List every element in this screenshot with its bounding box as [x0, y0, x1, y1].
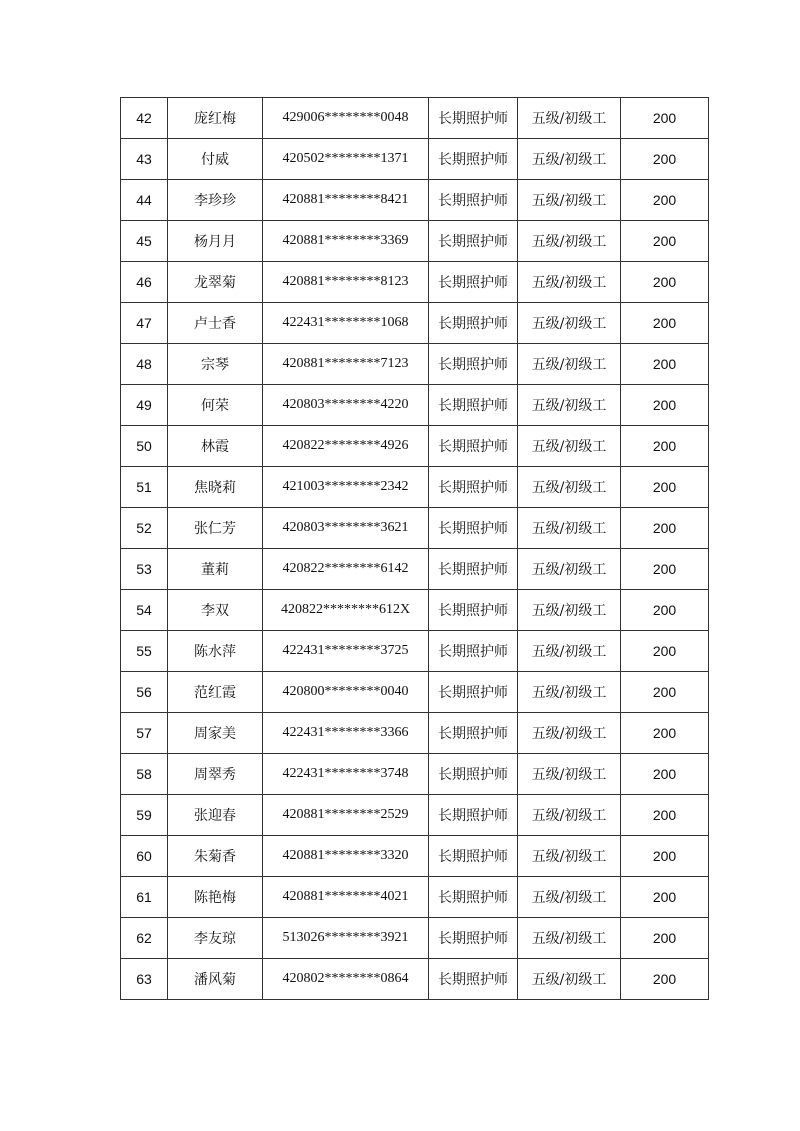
id-number-cell: 422431********3366 [263, 713, 429, 754]
roster-table-body [121, 98, 709, 1000]
amount-cell: 200 [621, 508, 709, 549]
person-name-cell: 周家美 [168, 713, 263, 754]
skill-level-cell: 五级/初级工 [518, 344, 621, 385]
amount-cell: 200 [621, 672, 709, 713]
row-number-cell: 43 [121, 139, 168, 180]
occupation-cell: 长期照护师 [429, 426, 518, 467]
skill-level-cell: 五级/初级工 [518, 467, 621, 508]
person-name-cell: 龙翠菊 [168, 262, 263, 303]
row-number-cell: 56 [121, 672, 168, 713]
row-number-cell: 55 [121, 631, 168, 672]
row-number-cell: 61 [121, 877, 168, 918]
amount-cell: 200 [621, 98, 709, 139]
skill-level-cell: 五级/初级工 [518, 918, 621, 959]
occupation-cell: 长期照护师 [429, 836, 518, 877]
id-number-cell: 422431********1068 [263, 303, 429, 344]
table-row [121, 467, 709, 508]
skill-level-cell: 五级/初级工 [518, 795, 621, 836]
id-number-cell: 420800********0040 [263, 672, 429, 713]
skill-level-cell: 五级/初级工 [518, 631, 621, 672]
amount-cell: 200 [621, 918, 709, 959]
skill-level-cell: 五级/初级工 [518, 959, 621, 1000]
amount-cell: 200 [621, 303, 709, 344]
id-number-cell: 420881********2529 [263, 795, 429, 836]
amount-cell: 200 [621, 754, 709, 795]
id-number-cell: 429006********0048 [263, 98, 429, 139]
occupation-cell: 长期照护师 [429, 139, 518, 180]
skill-level-cell: 五级/初级工 [518, 549, 621, 590]
amount-cell: 200 [621, 262, 709, 303]
skill-level-cell: 五级/初级工 [518, 590, 621, 631]
skill-level-cell: 五级/初级工 [518, 303, 621, 344]
table-row [121, 508, 709, 549]
amount-cell: 200 [621, 426, 709, 467]
table-row [121, 180, 709, 221]
row-number-cell: 51 [121, 467, 168, 508]
roster-table [120, 97, 709, 1000]
person-name-cell: 李珍珍 [168, 180, 263, 221]
table-row [121, 98, 709, 139]
table-row [121, 631, 709, 672]
person-name-cell: 周翠秀 [168, 754, 263, 795]
row-number-cell: 46 [121, 262, 168, 303]
id-number-cell: 420881********8123 [263, 262, 429, 303]
table-row [121, 877, 709, 918]
row-number-cell: 63 [121, 959, 168, 1000]
skill-level-cell: 五级/初级工 [518, 262, 621, 303]
amount-cell: 200 [621, 549, 709, 590]
row-number-cell: 49 [121, 385, 168, 426]
id-number-cell: 420822********612X [263, 590, 429, 631]
skill-level-cell: 五级/初级工 [518, 877, 621, 918]
person-name-cell: 董莉 [168, 549, 263, 590]
amount-cell: 200 [621, 795, 709, 836]
occupation-cell: 长期照护师 [429, 303, 518, 344]
id-number-cell: 420881********3320 [263, 836, 429, 877]
person-name-cell: 付威 [168, 139, 263, 180]
skill-level-cell: 五级/初级工 [518, 221, 621, 262]
amount-cell: 200 [621, 836, 709, 877]
table-row [121, 590, 709, 631]
table-row [121, 426, 709, 467]
table-row [121, 672, 709, 713]
table-row [121, 795, 709, 836]
occupation-cell: 长期照护师 [429, 631, 518, 672]
row-number-cell: 52 [121, 508, 168, 549]
occupation-cell: 长期照护师 [429, 180, 518, 221]
skill-level-cell: 五级/初级工 [518, 385, 621, 426]
occupation-cell: 长期照护师 [429, 795, 518, 836]
row-number-cell: 59 [121, 795, 168, 836]
person-name-cell: 何荣 [168, 385, 263, 426]
skill-level-cell: 五级/初级工 [518, 508, 621, 549]
id-number-cell: 422431********3725 [263, 631, 429, 672]
id-number-cell: 420881********8421 [263, 180, 429, 221]
id-number-cell: 420822********6142 [263, 549, 429, 590]
person-name-cell: 范红霞 [168, 672, 263, 713]
amount-cell: 200 [621, 877, 709, 918]
id-number-cell: 420881********7123 [263, 344, 429, 385]
occupation-cell: 长期照护师 [429, 877, 518, 918]
id-number-cell: 420881********4021 [263, 877, 429, 918]
row-number-cell: 42 [121, 98, 168, 139]
table-row [121, 713, 709, 754]
person-name-cell: 陈水萍 [168, 631, 263, 672]
person-name-cell: 林霞 [168, 426, 263, 467]
row-number-cell: 45 [121, 221, 168, 262]
row-number-cell: 62 [121, 918, 168, 959]
table-row [121, 836, 709, 877]
amount-cell: 200 [621, 180, 709, 221]
row-number-cell: 53 [121, 549, 168, 590]
id-number-cell: 422431********3748 [263, 754, 429, 795]
occupation-cell: 长期照护师 [429, 467, 518, 508]
table-row [121, 262, 709, 303]
table-row [121, 303, 709, 344]
table-row [121, 221, 709, 262]
id-number-cell: 420502********1371 [263, 139, 429, 180]
amount-cell: 200 [621, 959, 709, 1000]
amount-cell: 200 [621, 221, 709, 262]
skill-level-cell: 五级/初级工 [518, 98, 621, 139]
id-number-cell: 420803********4220 [263, 385, 429, 426]
occupation-cell: 长期照护师 [429, 672, 518, 713]
amount-cell: 200 [621, 139, 709, 180]
table-row [121, 754, 709, 795]
row-number-cell: 48 [121, 344, 168, 385]
id-number-cell: 420822********4926 [263, 426, 429, 467]
person-name-cell: 朱菊香 [168, 836, 263, 877]
person-name-cell: 庞红梅 [168, 98, 263, 139]
person-name-cell: 宗琴 [168, 344, 263, 385]
row-number-cell: 57 [121, 713, 168, 754]
table-row [121, 918, 709, 959]
amount-cell: 200 [621, 590, 709, 631]
person-name-cell: 焦晓莉 [168, 467, 263, 508]
occupation-cell: 长期照护师 [429, 385, 518, 426]
skill-level-cell: 五级/初级工 [518, 139, 621, 180]
table-row [121, 344, 709, 385]
id-number-cell: 420802********0864 [263, 959, 429, 1000]
amount-cell: 200 [621, 631, 709, 672]
person-name-cell: 杨月月 [168, 221, 263, 262]
occupation-cell: 长期照护师 [429, 549, 518, 590]
occupation-cell: 长期照护师 [429, 98, 518, 139]
row-number-cell: 50 [121, 426, 168, 467]
skill-level-cell: 五级/初级工 [518, 713, 621, 754]
person-name-cell: 张迎春 [168, 795, 263, 836]
occupation-cell: 长期照护师 [429, 344, 518, 385]
row-number-cell: 47 [121, 303, 168, 344]
table-row [121, 385, 709, 426]
occupation-cell: 长期照护师 [429, 918, 518, 959]
amount-cell: 200 [621, 713, 709, 754]
id-number-cell: 420881********3369 [263, 221, 429, 262]
occupation-cell: 长期照护师 [429, 590, 518, 631]
row-number-cell: 60 [121, 836, 168, 877]
table-row [121, 959, 709, 1000]
id-number-cell: 421003********2342 [263, 467, 429, 508]
person-name-cell: 潘风菊 [168, 959, 263, 1000]
person-name-cell: 陈艳梅 [168, 877, 263, 918]
row-number-cell: 54 [121, 590, 168, 631]
occupation-cell: 长期照护师 [429, 262, 518, 303]
id-number-cell: 420803********3621 [263, 508, 429, 549]
id-number-cell: 513026********3921 [263, 918, 429, 959]
occupation-cell: 长期照护师 [429, 508, 518, 549]
skill-level-cell: 五级/初级工 [518, 672, 621, 713]
row-number-cell: 44 [121, 180, 168, 221]
table-row [121, 549, 709, 590]
person-name-cell: 李友琼 [168, 918, 263, 959]
amount-cell: 200 [621, 385, 709, 426]
skill-level-cell: 五级/初级工 [518, 754, 621, 795]
occupation-cell: 长期照护师 [429, 713, 518, 754]
occupation-cell: 长期照护师 [429, 754, 518, 795]
table-row [121, 139, 709, 180]
skill-level-cell: 五级/初级工 [518, 426, 621, 467]
skill-level-cell: 五级/初级工 [518, 180, 621, 221]
row-number-cell: 58 [121, 754, 168, 795]
skill-level-cell: 五级/初级工 [518, 836, 621, 877]
occupation-cell: 长期照护师 [429, 221, 518, 262]
amount-cell: 200 [621, 344, 709, 385]
person-name-cell: 卢士香 [168, 303, 263, 344]
occupation-cell: 长期照护师 [429, 959, 518, 1000]
person-name-cell: 李双 [168, 590, 263, 631]
person-name-cell: 张仁芳 [168, 508, 263, 549]
amount-cell: 200 [621, 467, 709, 508]
